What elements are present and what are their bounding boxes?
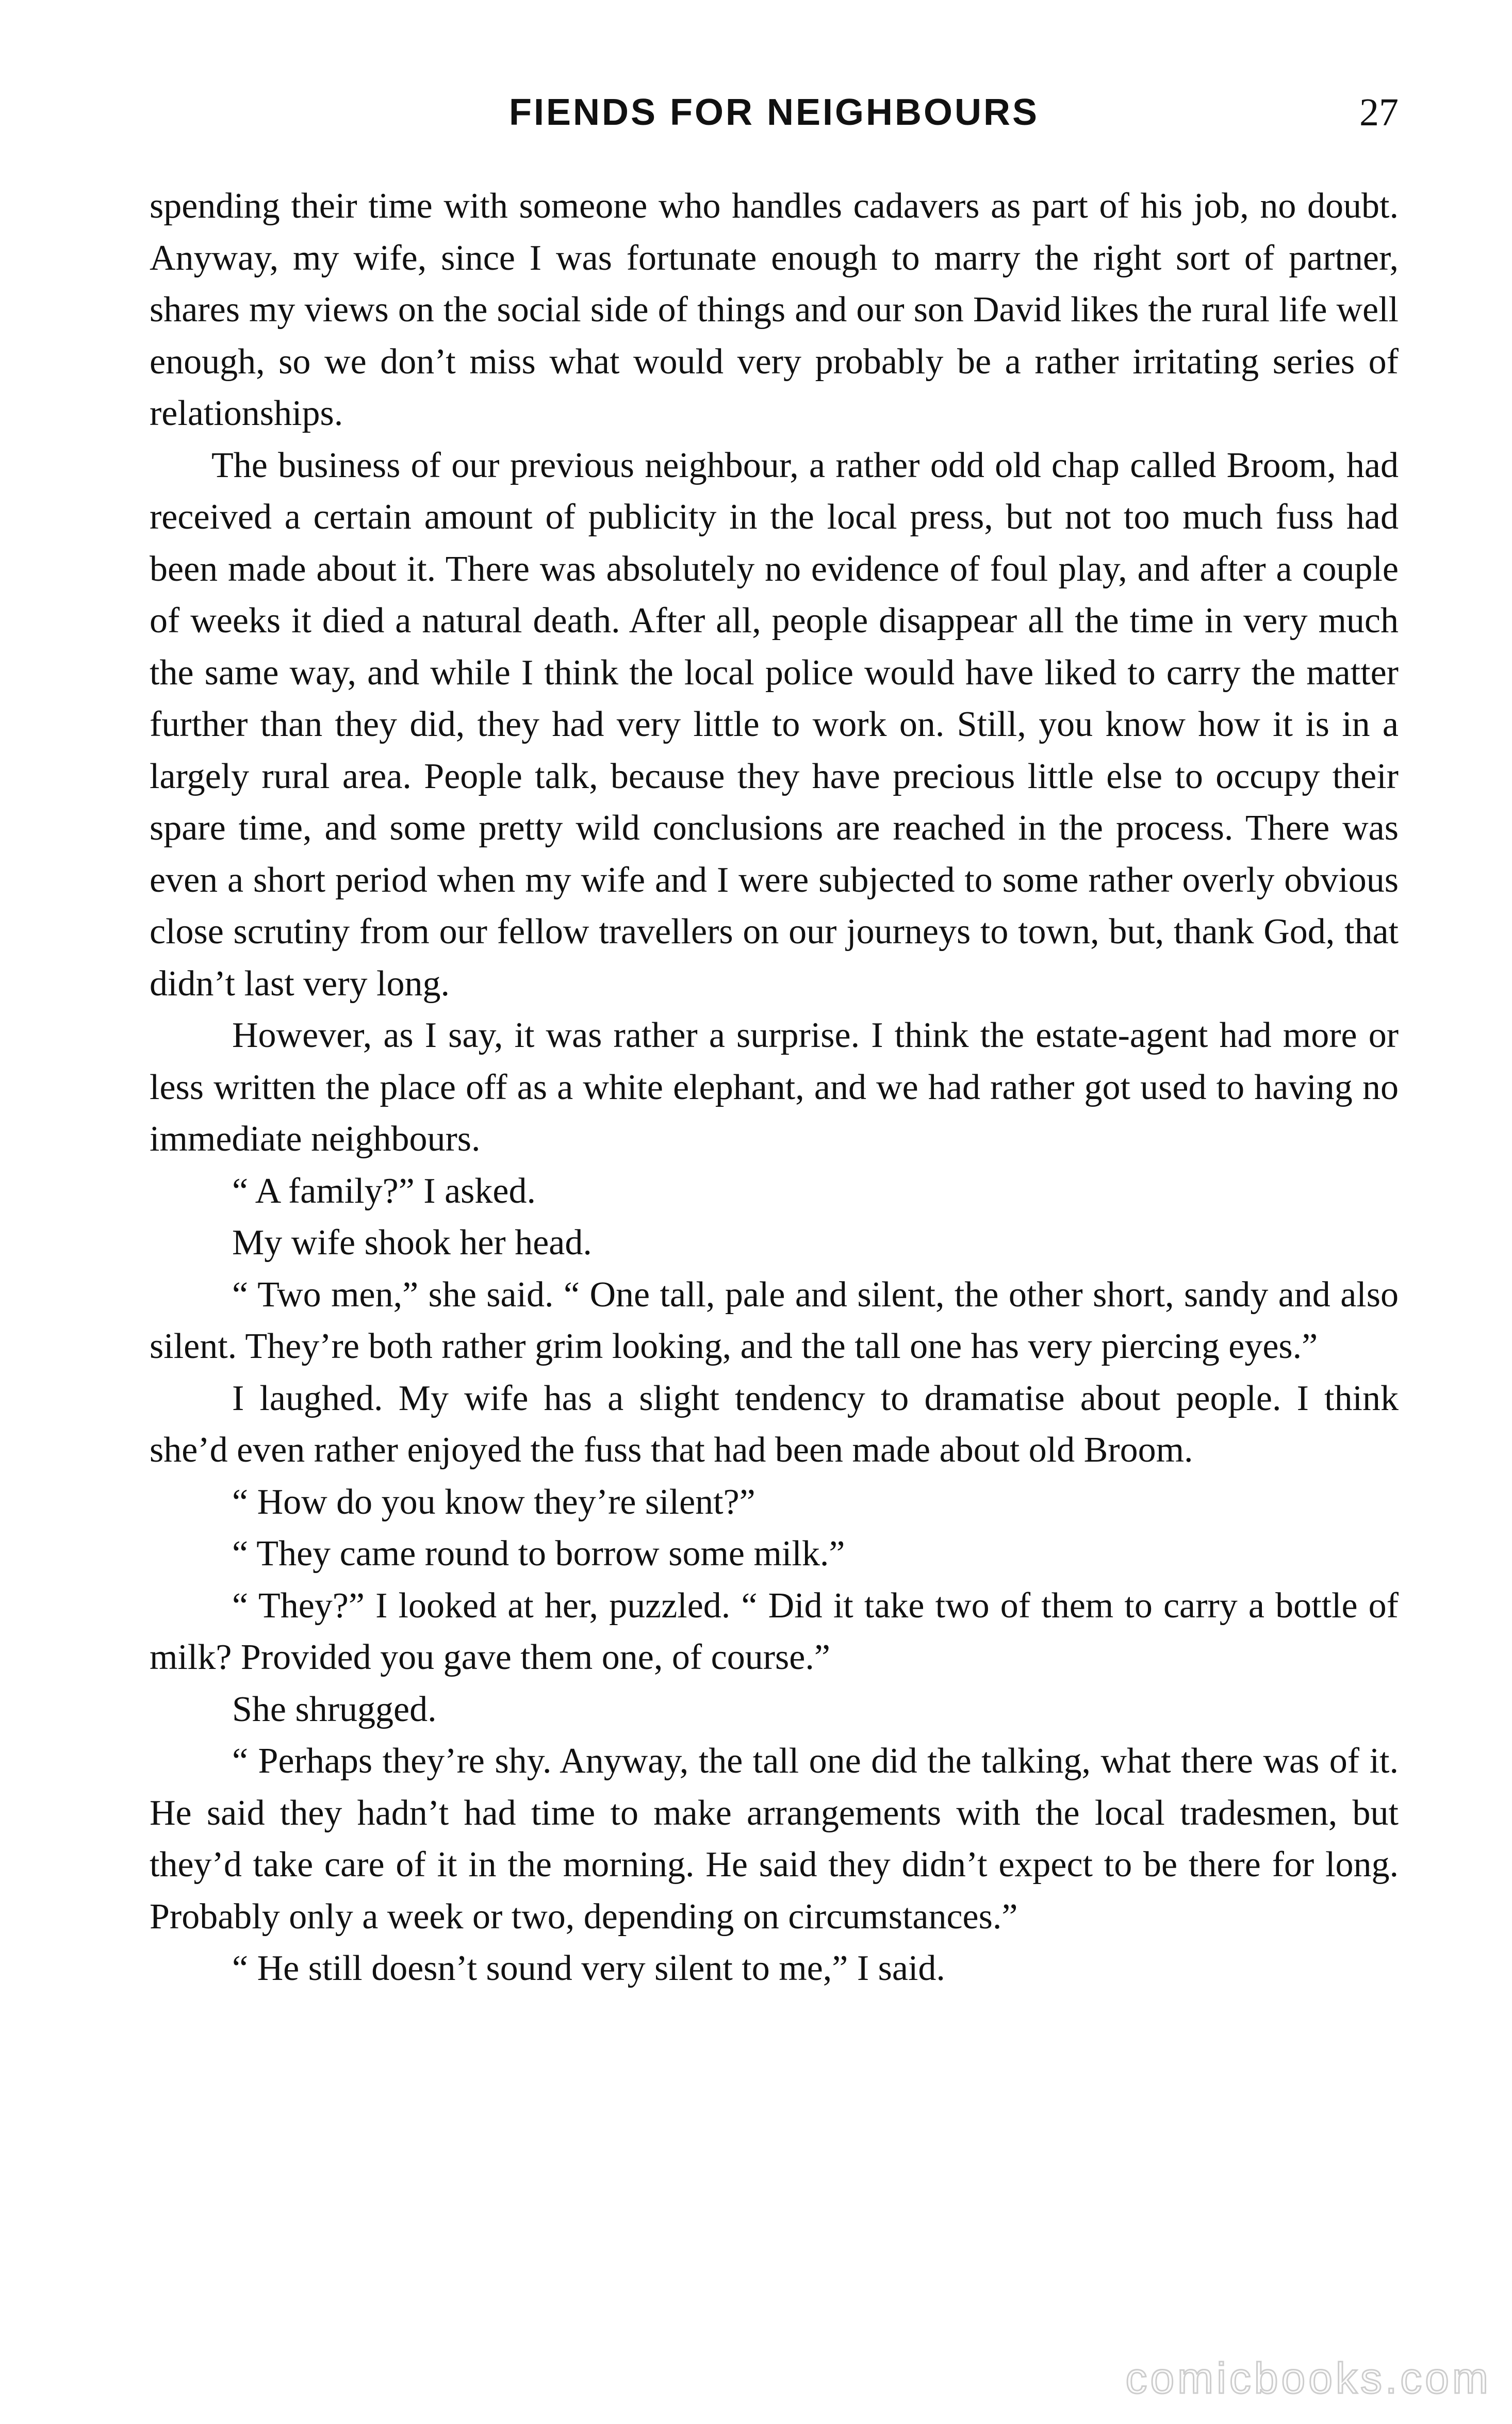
page-number: 27: [1359, 91, 1399, 134]
paragraph: The business of our previous neighbour, a rather odd old chap called Broom, had received a certain amount of publicity in the local press, but not too much fuss had been made about it. There was absolutely no evidence of foul play, and after a couple of weeks it died a natural death. After all, people disappear all the time in very much the same way, and while I think the local police would have liked to carry the matter further than they did, they had very little to work on. Still, you know how it is in a largely rural area. People talk, because they have precious little else to occupy their spare time, and some pretty wild conclusions are reached in the process. There was even a short period when my wife and I were subjected to some rather overly obvious close scrutiny from our fellow travellers on our journeys to town, but, thank God, that didn’t last very long.: [150, 445, 1399, 1004]
paragraph: spending their time with someone who handles cadavers as part of his job, no doubt. Anyway, my wife, since I was fortunate enough to marry the right sort of partner, shares my views on the social side of things and our son David likes the rural life well enough, so we don’t miss what would very probably be a rather irritating series of relationships.: [150, 186, 1399, 433]
watermark: comicbooks.com: [1125, 2354, 1491, 2402]
dialog-line: My wife shook her head.: [232, 1223, 592, 1263]
paragraph: However, as I say, it was rather a surprise. I think the estate-agent had more or less written the place off as a white elephant, and we had rather got used to having no immediate neighbours.: [150, 1016, 1399, 1159]
running-head: [150, 87, 1399, 143]
dialog-line: “ Two men,” she said. “ One tall, pale and silent, the other short, sandy and also silent. They’re both rather grim looking, and the tall one has very piercing eyes.”: [150, 1274, 1399, 1366]
dialog-line: She shrugged.: [232, 1689, 437, 1729]
dialog-line: “ They came round to borrow some milk.”: [232, 1534, 845, 1574]
paragraph: I laughed. My wife has a slight tendency to dramatise about people. I think she’d even rather enjoyed the fuss that had been made about old Broom.: [150, 1378, 1399, 1470]
dialog-line: “ A family?” I asked.: [232, 1171, 536, 1211]
dialog-line: “ They?” I looked at her, puzzled. “ Did it take two of them to carry a bottle of milk? Provided you gave them one, of course.”: [150, 1585, 1399, 1677]
body-text: [150, 181, 1399, 1995]
dialog-line: “ Perhaps they’re shy. Anyway, the tall one did the talking, what there was of it. He said they hadn’t had time to make arrangements with the local tradesmen, but they’d take care of it in the morning. He said they didn’t expect to be there for long. Probably only a week or two, depending on circumstances.”: [150, 1741, 1399, 1937]
dialog-line: “ He still doesn’t sound very silent to me,” I said.: [232, 1948, 945, 1988]
dialog-line: “ How do you know they’re silent?”: [232, 1482, 755, 1522]
running-title: FIENDS FOR NEIGHBOURS: [508, 92, 1040, 133]
